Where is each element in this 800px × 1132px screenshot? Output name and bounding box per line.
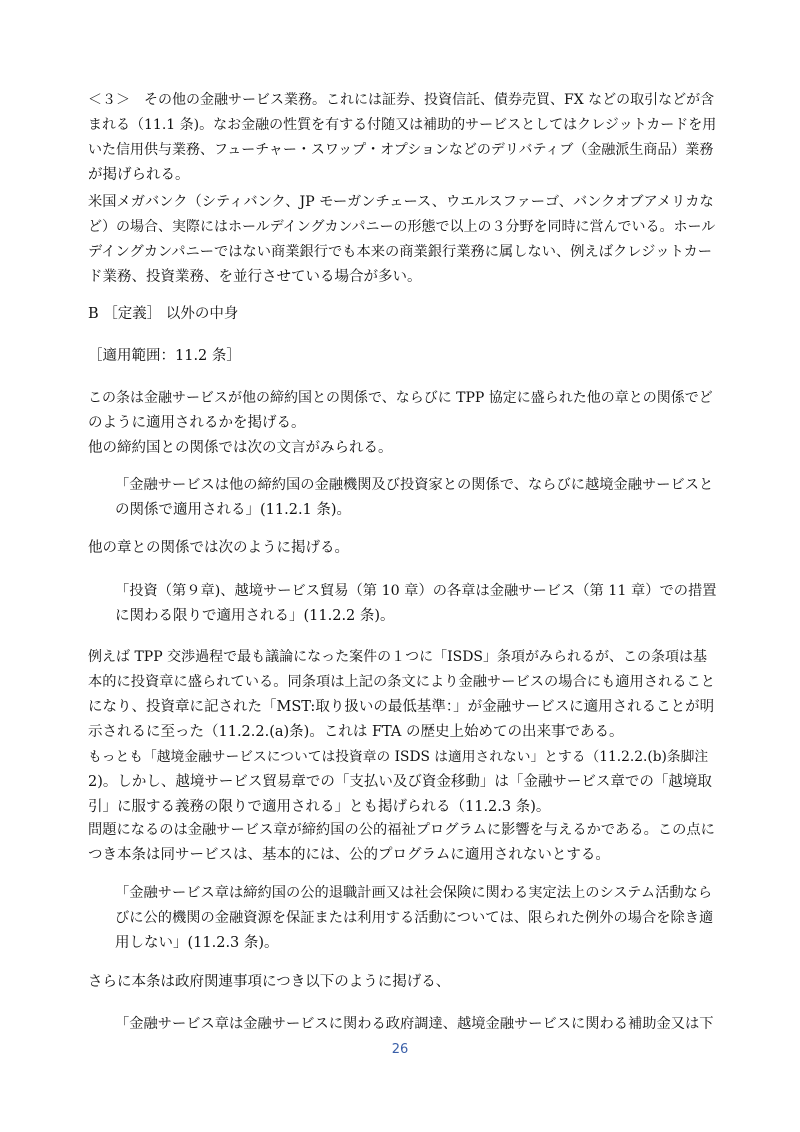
paragraph-public-welfare [88, 818, 716, 868]
text-line: になり、投資章に記された「MST:取り扱いの最低基準：」が金融サービスに適用されることが明 [88, 699, 715, 715]
text-line: 示されるに至った（11.2.2.(a)条)。これは FTA の歴史上始めての出来事である。 [88, 724, 624, 740]
text-line: ド業務、投資業務、を並行させている場合が多い。 [88, 269, 422, 285]
text-line: 問題になるのは金融サービス章が締約国の公的福祉プログラムに影響を与えるかである。この点に [88, 822, 715, 838]
text-line: 本的に投資章に盛られている。同条項は上記の条文により金融サービスの場合にも適用されること [88, 674, 716, 690]
text-line: デイングカンパニーではない商業銀行でも本来の商業銀行業務に属しない、例えばクレジットカー [88, 244, 712, 260]
paragraph-other-chapters [88, 536, 716, 561]
text-line: 「金融サービス章は金融サービスに関わる政府調達、越境金融サービスに関わる補助金又は下 [115, 1016, 714, 1032]
text-line: ＜３＞ その他の金融サービス業務。これには証券、投資信託、債券売買、FX などの取引などが含 [88, 92, 715, 108]
text-line: ［適用範囲：11.2 条］ [88, 348, 241, 364]
paragraph-other-financial-services [88, 88, 716, 188]
text-line: この条は金融サービスが他の締約国との関係で、ならびに TPP 協定に盛られた他の章との関係でど [88, 390, 713, 406]
text-line: に関わる限りで適用される」(11.2.2 条)。 [115, 608, 395, 624]
text-line: 他の章との関係では次のように掲げる。 [88, 540, 349, 556]
text-line: B ［定義］ 以外の中身 [88, 306, 239, 322]
text-line: いた信用供与業務、フューチャー・スワップ・オプションなどのデリバティブ（金融派生商品）業務 [88, 142, 714, 158]
text-line: もっとも「越境金融サービスについては投資章の ISDS は適用されない」とする（11.2.2.(b)条脚注 [88, 749, 709, 765]
paragraph-government-matters [88, 970, 716, 995]
section-heading-b [88, 302, 716, 327]
paragraph-us-megabanks [88, 190, 716, 290]
text-line: びに公的機関の金融資源を保証または利用する活動については、限られた例外の場合を除き適 [115, 910, 714, 926]
text-line: 「金融サービスは他の締約国の金融機関及び投資家との関係で、ならびに越境金融サービスと [115, 477, 714, 493]
text-line: 他の締約国との関係では次の文言がみられる。 [88, 440, 393, 456]
quote-11-2-3 [115, 881, 716, 956]
text-line: ど）の場合、実際にはホールデイングカンパニーの形態で以上の３分野を同時に営んでいる。ホール [88, 219, 716, 235]
text-line: まれる（11.1 条)。なお金融の性質を有する付随又は補助的サービスとしてはクレジットカードを用 [88, 117, 717, 133]
paragraph-isds [88, 645, 716, 820]
text-line: 2)。しかし、越境サービス貿易章での「支払い及び資金移動」は「金融サービス章での「越境取 [88, 774, 712, 790]
quote-government-procurement [115, 1012, 716, 1037]
quote-11-2-2 [115, 579, 716, 629]
text-line: 引」に服する義務の限りで適用される」とも掲げられる（11.2.3 条)。 [88, 799, 551, 815]
subsection-heading-scope [88, 344, 716, 369]
text-line: つき本条は同サービスは、基本的には、公的プログラムに適用されないとする。 [88, 847, 610, 863]
text-line: 「金融サービス章は締約国の公的退職計画又は社会保険に関わる実定法上のシステム活動なら [115, 885, 713, 901]
text-line: 「投資（第９章)、越境サービス貿易（第 10 章）の各章は金融サービス（第 11 章）での措置 [115, 583, 717, 599]
text-line: 用しない」(11.2.3 条)。 [115, 935, 279, 951]
quote-11-2-1 [115, 473, 716, 523]
text-line: のように適用されるかを掲げる。 [88, 415, 306, 431]
text-line: 例えば TPP 交渉過程で最も議論になった案件の１つに「ISDS」条項がみられるが、この条項は基 [88, 649, 708, 665]
text-line: が掲げられる。 [88, 167, 190, 183]
text-line: さらに本条は政府関連事項につき以下のように掲げる、 [88, 974, 451, 990]
text-line: 米国メガバンク（シティバンク、JP モーガンチェース、ウエルスファーゴ、バンクオブアメリカな [88, 194, 714, 210]
text-line: の関係で適用される」(11.2.1 条)。 [115, 502, 352, 518]
paragraph-scope-intro [88, 386, 716, 461]
page-number: 26 [391, 1042, 409, 1057]
